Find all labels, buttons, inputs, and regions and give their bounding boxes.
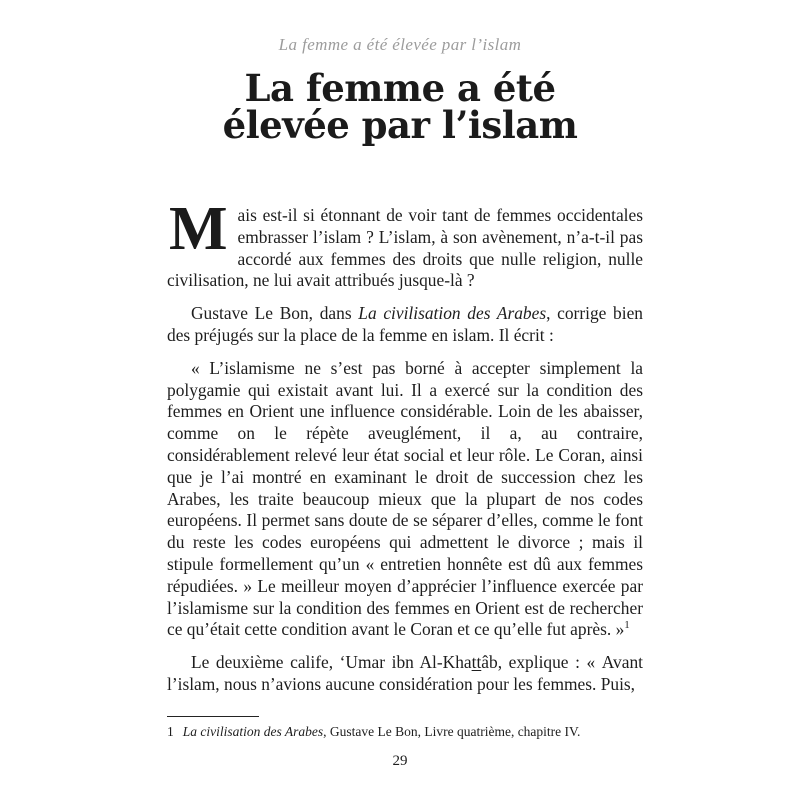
chapter-title-line-2: élevée par l’islam	[222, 103, 578, 147]
footnote	[167, 723, 643, 740]
page-number: 29	[392, 753, 408, 769]
footnote-book-title-italic: La civilisation des Arabes	[182, 724, 324, 739]
transliteration-underline: tt	[471, 652, 482, 673]
paragraph-1-text: ais est-il si étonnant de voir tant de femmes occidentales embrasser l’islam ? L’islam, à son avènement, n’a-t-il pas accordé aux femmes des droits que nulle religion, nulle civilisation, ne lui avait attribués jusque-là ?	[167, 205, 643, 291]
running-header: La femme a été élevée par l’islam	[278, 35, 522, 54]
paragraph-2-text-after: , corrige bien des préjugés sur la place de la femme en islam. Il écrit :	[167, 303, 644, 345]
paragraph-4-text-before: Le deuxième calife, ‘Umar ibn Al-Kha	[191, 652, 472, 673]
footnote-number: 1	[167, 724, 174, 739]
page-content	[167, 195, 644, 707]
footnote-rest: , Gustave Le Bon, Livre quatrième, chapitre IV.	[323, 724, 581, 739]
footnote-reference: 1	[624, 619, 630, 632]
body-paragraph-1	[167, 195, 643, 292]
paragraph-2-text-before: Gustave Le Bon, dans	[191, 303, 359, 324]
book-title-italic: La civilisation des Arabes	[358, 303, 547, 324]
quote-text: « L’islamisme ne s’est pas borné à accepter simplement la polygamie qui existait avant lui. Il a exercé sur la condition des femmes en Orient une influence considérable. Loin de les abaisser, comme on le répète aveuglément, il a, au contraire, considérablement relevé leur état social et leur rôle. Le Coran, ainsi que je l’ai montré en examinant le droit de succession chez les Arabes, les traite beaucoup mieux que la plupart de nos codes européens. Il permet sans doute de se séparer d’elles, comme le font du reste les codes européens qui admettent le divorce ; mais il stipule formellement qu’un « entretien honnête est dû aux femmes répudiées. » Le meilleur moyen d’apprécier l’influence exercée par l’islamisme sur la condition des femmes en Orient est de rechercher ce qu’était cette condition avant le Coran et ce qu’elle fut après. »	[167, 357, 643, 640]
chapter-title	[0, 66, 800, 147]
footnote-separator-rule	[167, 716, 259, 717]
body-paragraph-2	[167, 303, 643, 347]
chapter-title-line-1: La femme a été	[244, 66, 556, 110]
body-paragraph-4	[167, 652, 643, 696]
drop-cap: M	[169, 195, 228, 263]
paragraph-4-text-after: âb, explique : « Avant l’islam, nous n’avions aucune considération pour les femmes. Puis,	[167, 652, 643, 694]
body-paragraph-3-quote	[167, 358, 643, 641]
footnote-block	[167, 716, 643, 740]
